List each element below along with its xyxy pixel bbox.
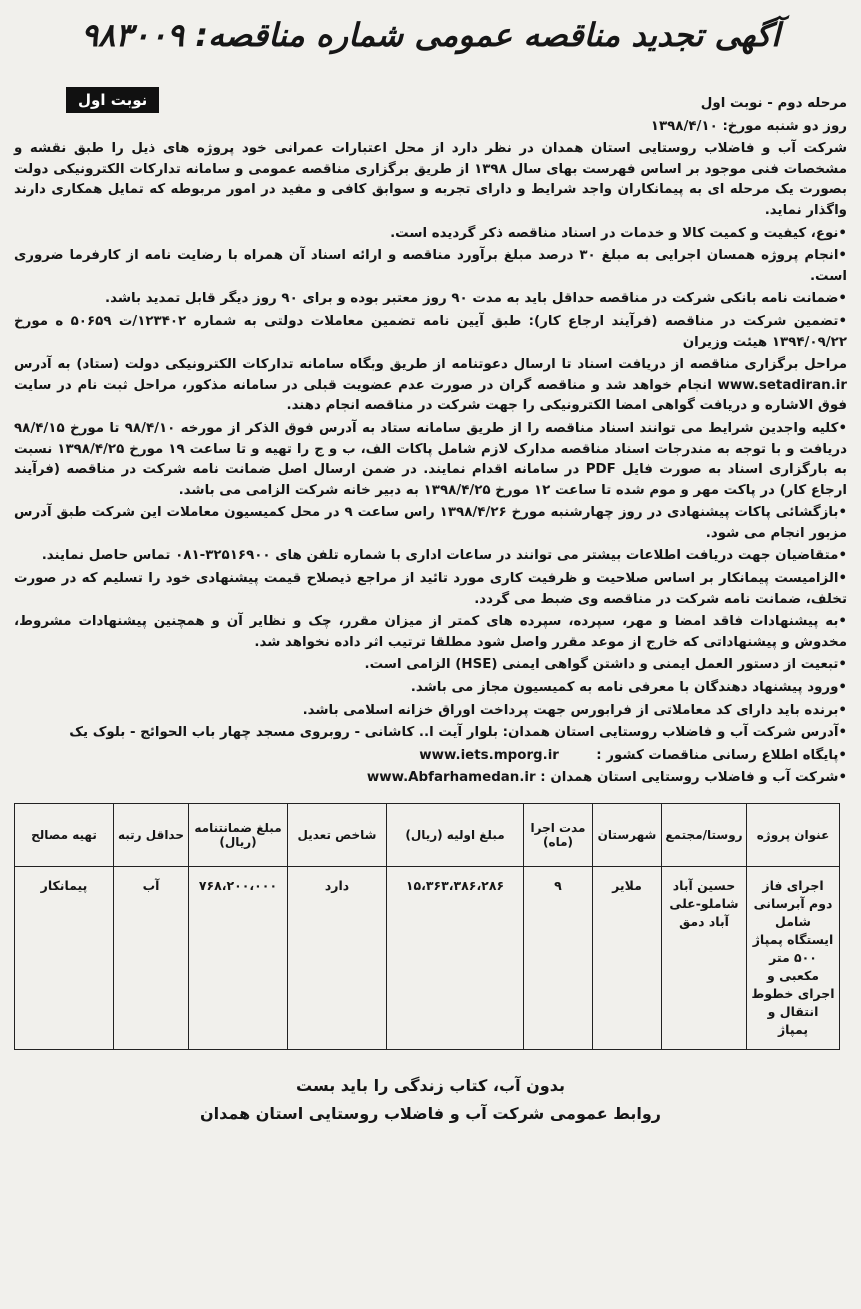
- bullet-item: •ورود پیشنهاد دهندگان با معرفی نامه به کمیسیون مجاز می باشد.: [410, 680, 847, 696]
- col-guarantee-amount: مبلغ ضمانتنامه (ریال): [189, 804, 288, 867]
- bullet-item: •ضمانت نامه بانکی شرکت در مناقصه حداقل باید به مدت ۹۰ روز معتبر بوده و برای ۹۰ روز دیگر قابل تمدید باشد.: [105, 291, 847, 307]
- notice-title: آگهی تجدید مناقصه عمومی شماره مناقصه: ۹۸۳۰۰۹: [80, 16, 781, 54]
- col-village: روستا/مجتمع: [662, 804, 747, 867]
- table-row: [15, 867, 840, 1050]
- cell-project-title: اجرای فاز دوم آبرسانی شامل ایستگاه پمپاژ ۵۰۰ متر مکعبی و اجرای خطوط انتقال و پمپاژ: [747, 867, 840, 1050]
- footer: [14, 1072, 847, 1128]
- table-header-row: [15, 804, 840, 867]
- bullet-item: •به پیشنهادات فاقد امضا و مهر، سپرده، سپرده های کمتر از میزان مقرر، چک و نظایر آن و همچنین پیشنهادات مشروط، مخدوش و پیشنهاداتی که خارج از موعد مقرر واصل شود مطلقا ترتیب اثر داده نخواهد شد.: [14, 614, 847, 650]
- footer-signature: روابط عمومی شرکت آب و فاضلاب روستایی استان همدان: [200, 1104, 661, 1123]
- cell-initial-amount: ۱۵،۳۶۳،۳۸۶،۲۸۶: [387, 867, 524, 1050]
- date-line: روز دو شنبه مورخ: ۱۳۹۸/۴/۱۰: [650, 118, 847, 134]
- national-portal-url[interactable]: www.iets.mporg.ir: [419, 747, 559, 763]
- bullet-item: •برنده باید دارای کد معاملاتی از فرابورس جهت پرداخت اوراق خزانه اسلامی باشد.: [302, 702, 847, 718]
- cell-duration: ۹: [524, 867, 593, 1050]
- tender-table: [14, 803, 840, 1050]
- cell-adjustment-index: دارد: [288, 867, 387, 1050]
- bullet-item: •نوع، کیفیت و کمیت کالا و خدمات در اسناد مناقصه ذکر گردیده است.: [390, 225, 847, 241]
- cell-min-grade: آب: [114, 867, 189, 1050]
- cell-county: ملایر: [593, 867, 662, 1050]
- col-adjustment-index: شاخص تعدیل: [288, 804, 387, 867]
- header: [14, 8, 847, 70]
- col-county: شهرستان: [593, 804, 662, 867]
- cell-guarantee-amount: ۷۶۸،۲۰۰،۰۰۰: [189, 867, 288, 1050]
- stage-line: مرحله دوم - نوبت اول: [700, 96, 847, 111]
- cell-materials: پیمانکار: [15, 867, 114, 1050]
- col-initial-amount: مبلغ اولیه (ریال): [387, 804, 524, 867]
- footer-slogan: بدون آب، کتاب زندگی را باید بست: [296, 1076, 565, 1095]
- bullet-item: مراحل برگزاری مناقصه از دریافت اسناد تا ارسال دعوتنامه از طریق وبگاه سامانه تدارکات الکترونیکی دولت (ستاد) به آدرس www.setadiran.ir انجام خواهد شد و مناقصه گران در صورت عدم عضویت قبلی در سامانه مذکور، مراحل ثبت نام در سایت فوق الاشاره و دریافت گواهی امضا الکترونیکی را جهت شرکت در مناقصه انجام دهند.: [14, 357, 847, 414]
- bullet-item: •تضمین شرکت در مناقصه (فرآیند ارجاع کار): طبق آیین نامه تضمین معاملات دولتی به شماره ۱۲۳۴۰۲/ت ۵۰۶۵۹ ه مورخ ۱۳۹۴/۰۹/۲۲ هیئت وزیران: [14, 313, 848, 350]
- company-site-line: [14, 768, 847, 789]
- first-round-badge: نوبت اول: [66, 87, 159, 113]
- col-duration: مدت اجرا (ماه): [524, 804, 593, 867]
- company-site-url[interactable]: www.Abfarhamedan.ir: [366, 770, 536, 786]
- col-min-grade: حداقل رتبه: [114, 804, 189, 867]
- cell-village: حسین آباد شاملو-علی آباد دمق: [662, 867, 747, 1050]
- notice-body: [14, 94, 847, 789]
- bullet-item: •متقاضیان جهت دریافت اطلاعات بیشتر می توانند در ساعات اداری با شماره تلفن های ۳۲۵۱۶۹۰۰-۰۸۱ تماس حاصل نمایند.: [41, 548, 847, 564]
- col-materials: تهیه مصالح: [15, 804, 114, 867]
- col-project-title: عنوان پروژه: [747, 804, 840, 867]
- intro-paragraph: شرکت آب و فاضلاب روستایی استان همدان در نظر دارد از محل اعتبارات عمرانی خود پروژه های ذیل را طبق نقشه و مشخصات فنی موجود بر اساس فهرست بهای سال ۱۳۹۸ از طریق برگزاری مناقصه عمومی و سامانه تدارکات الکترونیکی دولت بصورت یک مرحله ای به پیمانکاران واجد شرایط و دارای تجربه و سوابق کافی و مفید در امور مربوطه که تمایل همکاری دارند واگذار نماید.: [14, 141, 847, 218]
- bullet-item: •انجام پروژه همسان اجرایی به مبلغ ۳۰ درصد مبلغ برآورد مناقصه و ارائه اسناد آن همراه با رضایت نامه از کارفرما ضروری است.: [14, 248, 847, 284]
- bullet-item: •بازگشائی پاکات پیشنهادی در روز چهارشنبه مورخ ۱۳۹۸/۴/۲۶ راس ساعت ۹ در محل کمیسیون معاملات این شرکت طبق آدرس مزبور انجام می شود.: [14, 505, 848, 541]
- national-portal-label: •پایگاه اطلاع رسانی مناقصات کشور :: [596, 747, 847, 763]
- bullet-item: •آدرس شرکت آب و فاضلاب روستایی استان همدان: بلوار آیت ا.. کاشانی - روبروی مسجد چهار باب الحوائج - بلوک یک: [69, 725, 847, 741]
- company-site-label: •شرکت آب و فاضلاب روستایی استان همدان :: [540, 770, 847, 786]
- bullet-item: •تبعیت از دستور العمل ایمنی و داشتن گواهی ایمنی (HSE) الزامی است.: [364, 657, 847, 673]
- national-portal-line: [14, 746, 847, 767]
- bullet-item: •کلیه واجدین شرایط می توانند اسناد مناقصه را از طریق سامانه ستاد به آدرس فوق الذکر از مورخه ۹۸/۴/۱۰ تا مورخ ۹۸/۴/۱۵ دریافت و با توجه به مندرجات اسناد مناقصه مدارک لازم شامل پاکات الف، ب و ج را تهیه و تا ساعت ۱۹ مورخ ۱۳۹۸/۴/۲۵ نسبت به بارگزاری اسناد به صورت فایل PDF در سامانه اقدام نمایند. در ضمن ارسال اصل ضمانت نامه شرکت در مناقصه (فرآیند ارجاع کار) در پاکت مهر و موم شده تا ساعت ۱۲ مورخ ۱۳۹۸/۴/۲۵ به دبیر خانه شرکت الزامی می باشد.: [14, 420, 848, 498]
- bullet-item: •الزامیست پیمانکار بر اساس صلاحیت و ظرفیت کاری مورد تائید از مراجع ذیصلاح قیمت پیشنهادی خود را تسلیم که در صورت تخلف، ضمانت نامه شرکت در مناقصه وی ضبط می گردد.: [14, 571, 847, 607]
